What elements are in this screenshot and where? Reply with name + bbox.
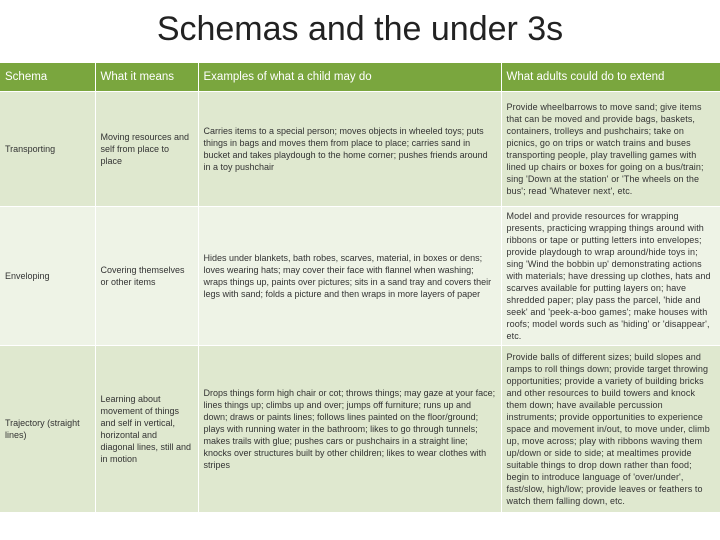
- means-cell: Moving resources and self from place to place: [95, 92, 198, 207]
- extend-cell: Provide balls of different sizes; build slopes and ramps to roll things down; provide target throwing opportunities; provide a variety of building bricks and other resources to build towers and knock them down; have available percussion instruments; provide opportunities to experience space and movement in/out, to move under, climb up, move across; play with ribbons waving them up/down or side to side; at mealtimes provide suitable things to drop down rather than food; begin to introduce language of 'over/under', fast/slow, high/low; provide leaves or feathers to watch them falling down, etc.: [501, 346, 720, 513]
- extend-cell: Provide wheelbarrows to move sand; give items that can be moved and provide bags, baskets, containers, trolleys and pushchairs; take on picnics, go on trips or watch trains and buses transporting people, play travelling games with lined up chairs or boxes for going on a bus/train; sing 'Down at the station' or 'The wheels on the bus'; read 'Whatever next', etc.: [501, 92, 720, 207]
- header-schema: Schema: [0, 63, 95, 92]
- schema-table: [0, 63, 720, 512]
- header-row: [0, 63, 720, 92]
- extend-cell: Model and provide resources for wrapping presents, practicing wrapping things around with ribbons or tape or putting letters into envelopes; provide playdough to wrap around/hide toys in; sing 'Wind the bobbin up' demonstrating actions with materials; have dressing up clothes, hats and scarves available for putting layers on; have shredded paper; play pass the parcel, 'hide and seek' and 'peek-a-boo games'; make houses with roofs; model words such as 'hiding' or 'disappear', etc.: [501, 207, 720, 346]
- schema-cell: Transporting: [0, 92, 95, 207]
- header-what-it-means: What it means: [95, 63, 198, 92]
- schema-cell: Trajectory (straight lines): [0, 346, 95, 513]
- examples-cell: Carries items to a special person; moves objects in wheeled toys; puts things in bags and moves them from place to place; carries sand in bucket and takes playdough to the home corner; pushes friends around in a toy pushchair: [198, 92, 501, 207]
- header-examples: Examples of what a child may do: [198, 63, 501, 92]
- means-cell: Covering themselves or other items: [95, 207, 198, 346]
- schema-cell: Enveloping: [0, 207, 95, 346]
- means-cell: Learning about movement of things and self in vertical, horizontal and diagonal lines, still and in motion: [95, 346, 198, 513]
- page-title: Schemas and the under 3s: [156, 10, 564, 48]
- examples-cell: Hides under blankets, bath robes, scarves, material, in boxes or dens; loves wearing hats; may cover their face with flannel when washing; wraps things up, paints over pictures; sits in a sand tray and covers their legs with sand; folds a picture and then wraps in more layers of paper: [198, 207, 501, 346]
- examples-cell: Drops things form high chair or cot; throws things; may gaze at your face; lines things up; climbs up and over; jumps off furniture; runs up and down; draws or paints lines; follows lines painted on the floor/ground; plays with running water in the bathroom; likes to go through tunnels; makes trails with glue; pushes cars or pushchairs in a straight line; knocks over structures built by other children; likes to wear clothes with stripes: [198, 346, 501, 513]
- table-row: [0, 207, 720, 346]
- table-row: [0, 92, 720, 207]
- header-adults-extend: What adults could do to extend: [501, 63, 720, 92]
- table-row: [0, 346, 720, 513]
